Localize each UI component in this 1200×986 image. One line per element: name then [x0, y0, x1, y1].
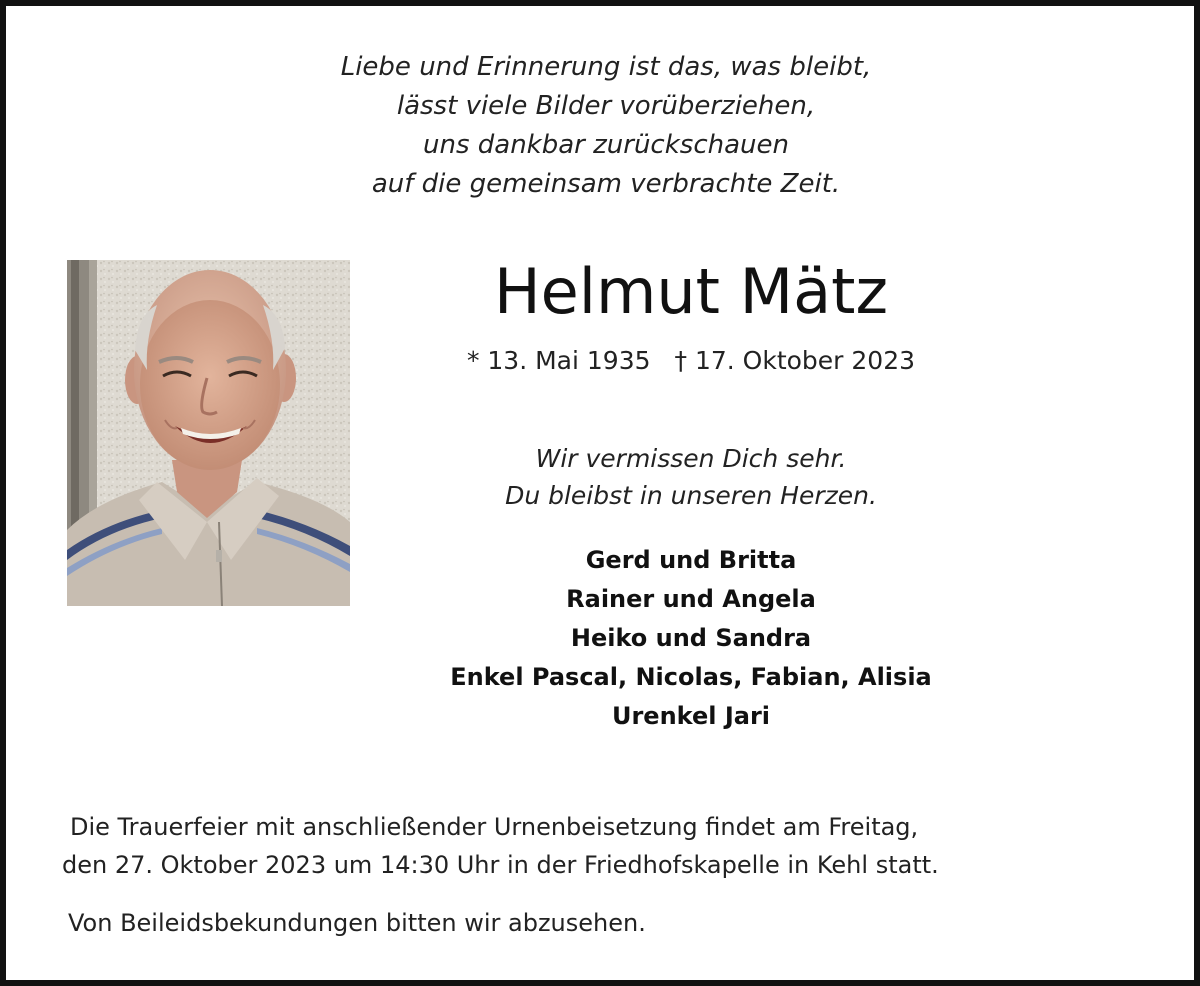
deceased-name: Helmut Mätz: [493, 255, 889, 328]
memorial-poem: [156, 48, 1056, 204]
mourner-line: Urenkel Jari: [611, 702, 771, 730]
mourner-line: Gerd und Britta: [585, 546, 797, 574]
mourner-line: Rainer und Angela: [566, 585, 816, 613]
mourner-line: Enkel Pascal, Nicolas, Fabian, Alisia: [450, 663, 932, 691]
poem-line: lässt viele Bilder vorüberziehen,: [396, 91, 816, 121]
service-line: den 27. Oktober 2023 um 14:30 Uhr in der Friedhofskapelle in Kehl statt.: [62, 851, 939, 879]
mourner-line: Heiko und Sandra: [570, 624, 812, 652]
condolence-note: Von Beileidsbekundungen bitten wir abzusehen.: [68, 909, 646, 937]
mourners-list: [391, 541, 991, 736]
poem-line: auf die gemeinsam verbrachte Zeit.: [371, 169, 841, 199]
farewell-line: Du bleibst in unseren Herzen.: [505, 481, 877, 510]
service-line: Die Trauerfeier mit anschließender Urnenbeisetzung findet am Freitag,: [70, 813, 919, 841]
death-date: † 17. Oktober 2023: [674, 346, 916, 375]
poem-line: Liebe und Erinnerung ist das, was bleibt,: [340, 52, 872, 82]
portrait-photo: [67, 260, 350, 606]
poem-line: uns dankbar zurückschauen: [423, 130, 789, 160]
birth-date: * 13. Mai 1935: [466, 346, 651, 375]
life-dates: [386, 344, 996, 378]
farewell-message: [391, 440, 991, 514]
farewell-line: Wir vermissen Dich sehr.: [535, 444, 847, 473]
funeral-service-info: [62, 808, 1162, 884]
